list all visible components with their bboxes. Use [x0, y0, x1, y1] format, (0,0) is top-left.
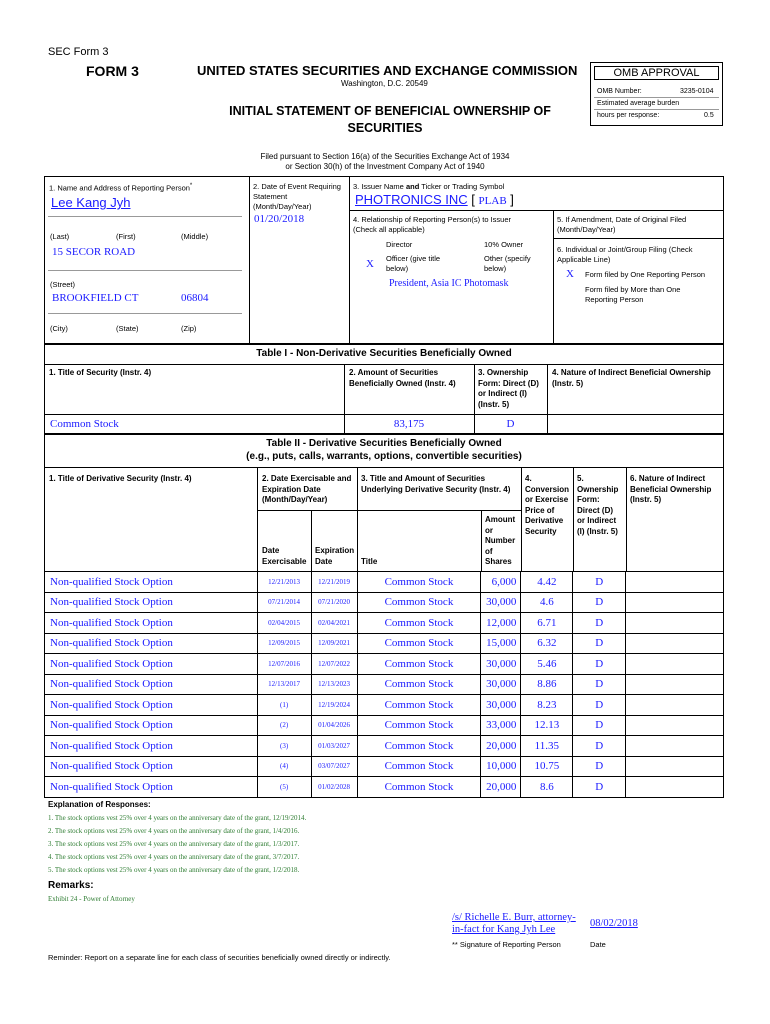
- zip-label: (Zip): [181, 324, 197, 333]
- commission-city: Washington, D.C. 20549: [341, 79, 428, 88]
- table-row: [45, 572, 724, 593]
- explanation-item: 2. The stock options vest 25% over 4 years on the anniversary date of the grant, 1/4/2016.: [48, 827, 300, 835]
- nature-of-ownership: [626, 654, 724, 675]
- commission-title: UNITED STATES SECURITIES AND EXCHANGE COMMISSION: [197, 63, 578, 78]
- exercise-price: 10.75: [521, 756, 573, 777]
- exercise-price: 6.71: [521, 613, 573, 634]
- exercise-price: 6.32: [521, 633, 573, 654]
- omb-title: OMB APPROVAL: [613, 67, 700, 79]
- underlying-shares: 6,000: [481, 572, 521, 593]
- exercise-price: 8.23: [521, 695, 573, 716]
- expiration-date: 01/02/2028: [311, 777, 357, 798]
- table2-sub-expiration: Expiration Date: [315, 546, 355, 566]
- nature-of-ownership: [626, 695, 724, 716]
- derivative-security-title: Non-qualified Stock Option: [45, 654, 258, 675]
- underlying-title: Common Stock: [357, 736, 481, 757]
- exercise-price: 8.86: [521, 674, 573, 695]
- first-label: (First): [116, 232, 136, 241]
- remarks-heading: Remarks:: [48, 880, 94, 891]
- expiration-date: 01/04/2026: [311, 715, 357, 736]
- ownership-form: D: [573, 654, 626, 675]
- table2-title-line2: (e.g., puts, calls, warrants, options, convertible securities): [246, 451, 522, 462]
- table2-col1-header: 1. Title of Derivative Security (Instr. 4): [49, 474, 192, 483]
- city-label: (City): [50, 324, 68, 333]
- table2-col6-header: 6. Nature of Indirect Beneficial Ownership (Instr. 5): [630, 474, 712, 504]
- date-exercisable: 12/09/2015: [257, 633, 311, 654]
- officer-check-mark: X: [366, 258, 374, 270]
- table-row: [45, 674, 724, 695]
- table2-col2-header: 2. Date Exercisable and Expiration Date (Month/Day/Year): [262, 474, 352, 504]
- table2-rows: [44, 571, 724, 798]
- nature-of-ownership: [626, 736, 724, 757]
- underlying-title: Common Stock: [357, 674, 481, 695]
- section6-label: 6. Individual or Joint/Group Filing (Check Applicable Line): [557, 245, 693, 264]
- issuer-name-link[interactable]: PHOTRONICS INC: [355, 192, 468, 207]
- ownership-form: D: [573, 777, 626, 798]
- nature-of-ownership: [626, 572, 724, 593]
- filed-pursuant-line1: Filed pursuant to Section 16(a) of the Securities Exchange Act of 1934: [260, 152, 510, 161]
- reminder-text: Reminder: Report on a separate line for each class of securities beneficially owned directly or indirectly.: [48, 953, 391, 962]
- table2-title-line1: Table II - Derivative Securities Beneficially Owned: [266, 438, 502, 449]
- director-label: Director: [386, 240, 413, 249]
- explanation-item: 1. The stock options vest 25% over 4 years on the anniversary date of the grant, 12/19/2014.: [48, 814, 307, 822]
- expiration-date: 02/04/2021: [311, 613, 357, 634]
- underlying-title: Common Stock: [357, 777, 481, 798]
- date-exercisable: (1): [257, 695, 311, 716]
- omb-hours-value: 0.5: [704, 112, 714, 119]
- table-row: [45, 592, 724, 613]
- date-exercisable: (5): [257, 777, 311, 798]
- one-person-check-mark: X: [566, 268, 574, 280]
- derivative-security-title: Non-qualified Stock Option: [45, 777, 258, 798]
- exercise-price: 12.13: [521, 715, 573, 736]
- signature-date-value: 08/02/2018: [590, 918, 638, 929]
- state-label: (State): [116, 324, 139, 333]
- expiration-date: 03/07/2027: [311, 756, 357, 777]
- underlying-title: Common Stock: [357, 756, 481, 777]
- underlying-title: Common Stock: [357, 715, 481, 736]
- underlying-shares: 30,000: [481, 674, 521, 695]
- street-label: (Street): [50, 280, 76, 289]
- ownership-form: D: [573, 756, 626, 777]
- derivative-security-title: Non-qualified Stock Option: [45, 674, 258, 695]
- section2-label: 2. Date of Event Requiring Statement (Month/Day/Year): [253, 182, 341, 211]
- street-value: 15 SECOR ROAD: [52, 246, 136, 258]
- derivative-security-title: Non-qualified Stock Option: [45, 715, 258, 736]
- ownership-form: D: [573, 736, 626, 757]
- section4-label: 4. Relationship of Reporting Person(s) to Issuer (Check all applicable): [353, 215, 511, 234]
- expiration-date: 12/07/2022: [311, 654, 357, 675]
- exercise-price: 5.46: [521, 654, 573, 675]
- table-row: [45, 613, 724, 634]
- explanation-item: 3. The stock options vest 25% over 4 years on the anniversary date of the grant, 1/3/2017.: [48, 840, 300, 848]
- filed-pursuant-line2: or Section 30(h) of the Investment Company Act of 1940: [285, 162, 485, 171]
- zip-value: 06804: [181, 292, 209, 304]
- nature-of-ownership: [626, 633, 724, 654]
- sec-form-label: SEC Form 3: [48, 46, 109, 58]
- table-row: [45, 756, 724, 777]
- statement-title-line2: SECURITIES: [347, 121, 423, 135]
- signature-value: /s/ Richelle E. Burr, attorney- in-fact for Kang Jyh Lee: [452, 912, 576, 935]
- underlying-title: Common Stock: [357, 572, 481, 593]
- explanation-heading: Explanation of Responses:: [48, 800, 151, 809]
- underlying-shares: 20,000: [481, 777, 521, 798]
- omb-hours-label: hours per response:: [597, 112, 660, 119]
- underlying-title: Common Stock: [357, 592, 481, 613]
- explanation-list: [48, 813, 306, 876]
- table2-sub-title: Title: [361, 557, 378, 566]
- last-label: (Last): [50, 232, 70, 241]
- expiration-date: 12/13/2023: [311, 674, 357, 695]
- expiration-date: 12/21/2019: [311, 572, 357, 593]
- explanation-item: 5. The stock options vest 25% over 4 years on the anniversary date of the grant, 1/2/2018.: [48, 866, 300, 874]
- underlying-shares: 20,000: [481, 736, 521, 757]
- date-exercisable: 02/04/2015: [257, 613, 311, 634]
- table1-form: D: [506, 418, 515, 430]
- derivative-security-title: Non-qualified Stock Option: [45, 633, 258, 654]
- underlying-shares: 15,000: [481, 633, 521, 654]
- table1-security: Common Stock: [50, 418, 119, 430]
- form-title: FORM 3: [86, 63, 139, 79]
- table1-col4-header: 4. Nature of Indirect Beneficial Ownership (Instr. 5): [552, 368, 711, 388]
- city-value: BROOKFIELD CT: [52, 292, 139, 304]
- section3-label: 3. Issuer Name and Ticker or Trading Symbol: [353, 182, 505, 191]
- nature-of-ownership: [626, 592, 724, 613]
- nature-of-ownership: [626, 674, 724, 695]
- exercise-price: 8.6: [521, 777, 573, 798]
- omb-burden-label: Estimated average burden: [597, 100, 680, 107]
- exercise-price: 4.6: [521, 592, 573, 613]
- underlying-shares: 30,000: [481, 695, 521, 716]
- table2-col4-header: 4. Conversion or Exercise Price of Derivative Security: [525, 474, 570, 536]
- remarks-text: Exhibit 24 - Power of Attorney: [48, 895, 135, 903]
- table1-amount: 83,175: [393, 418, 425, 430]
- more-persons-label: Form filed by More than One Reporting Person: [585, 285, 681, 304]
- explanation-item: 4. The stock options vest 25% over 4 years on the anniversary date of the grant, 3/7/2017.: [48, 853, 300, 861]
- section5-label: 5. If Amendment, Date of Original Filed (Month/Day/Year): [557, 215, 687, 234]
- ownership-form: D: [573, 715, 626, 736]
- table1-col1-header: 1. Title of Security (Instr. 4): [49, 368, 152, 377]
- officer-title-value: President, Asia IC Photomask: [389, 278, 509, 289]
- underlying-shares: 30,000: [481, 592, 521, 613]
- date-exercisable: (4): [257, 756, 311, 777]
- statement-title-line1: INITIAL STATEMENT OF BENEFICIAL OWNERSHIP OF: [229, 104, 551, 118]
- date-exercisable: 07/21/2014: [257, 592, 311, 613]
- event-date-value: 01/20/2018: [254, 213, 305, 225]
- derivative-security-title: Non-qualified Stock Option: [45, 572, 258, 593]
- table1-title: Table I - Non-Derivative Securities Beneficially Owned: [256, 348, 512, 359]
- omb-number-label: OMB Number:: [597, 88, 642, 95]
- section1-label: 1. Name and Address of Reporting Person*: [49, 183, 193, 193]
- other-label: Other (specify below): [484, 254, 531, 273]
- table2-col3-header: 3. Title and Amount of Securities Underlying Derivative Security (Instr. 4): [361, 474, 511, 494]
- ownership-form: D: [573, 674, 626, 695]
- date-exercisable: (3): [257, 736, 311, 757]
- reporting-person-name[interactable]: Lee Kang Jyh: [51, 195, 131, 210]
- nature-of-ownership: [626, 777, 724, 798]
- exercise-price: 11.35: [521, 736, 573, 757]
- underlying-title: Common Stock: [357, 695, 481, 716]
- underlying-shares: 12,000: [481, 613, 521, 634]
- nature-of-ownership: [626, 613, 724, 634]
- ownership-form: D: [573, 613, 626, 634]
- underlying-shares: 10,000: [481, 756, 521, 777]
- exercise-price: 4.42: [521, 572, 573, 593]
- issuer-name-ticker: PHOTRONICS INC [ PLAB ]: [355, 192, 514, 207]
- table-row: [45, 633, 724, 654]
- table1-col2-header: 2. Amount of Securities Beneficially Owned (Instr. 4): [349, 368, 456, 388]
- omb-number-value: 3235-0104: [680, 88, 714, 95]
- underlying-title: Common Stock: [357, 633, 481, 654]
- table2-sub-amount: Amount or Number of Shares: [485, 515, 516, 566]
- expiration-date: 12/09/2021: [311, 633, 357, 654]
- derivative-security-title: Non-qualified Stock Option: [45, 592, 258, 613]
- underlying-shares: 30,000: [481, 654, 521, 675]
- underlying-shares: 33,000: [481, 715, 521, 736]
- ownership-form: D: [573, 633, 626, 654]
- derivative-security-title: Non-qualified Stock Option: [45, 613, 258, 634]
- ticker-symbol: PLAB: [478, 195, 507, 207]
- table-row: [45, 654, 724, 675]
- date-exercisable: 12/07/2016: [257, 654, 311, 675]
- expiration-date: 12/19/2024: [311, 695, 357, 716]
- ownership-form: D: [573, 592, 626, 613]
- date-exercisable: (2): [257, 715, 311, 736]
- underlying-title: Common Stock: [357, 613, 481, 634]
- table2-sub-date-exercisable: Date Exercisable: [262, 546, 307, 566]
- signature-label: ** Signature of Reporting Person: [452, 940, 561, 949]
- table-row: [45, 715, 724, 736]
- table-row: [45, 777, 724, 798]
- date-exercisable: 12/21/2013: [257, 572, 311, 593]
- middle-label: (Middle): [181, 232, 209, 241]
- ownership-form: D: [573, 572, 626, 593]
- table-row: [45, 736, 724, 757]
- table1-col3-header: 3. Ownership Form: Direct (D) or Indirect (I) (Instr. 5): [478, 368, 539, 409]
- expiration-date: 07/21/2020: [311, 592, 357, 613]
- ownership-form: D: [573, 695, 626, 716]
- underlying-title: Common Stock: [357, 654, 481, 675]
- derivative-security-title: Non-qualified Stock Option: [45, 756, 258, 777]
- date-exercisable: 12/13/2017: [257, 674, 311, 695]
- nature-of-ownership: [626, 756, 724, 777]
- nature-of-ownership: [626, 715, 724, 736]
- derivative-security-title: Non-qualified Stock Option: [45, 695, 258, 716]
- owner-label: 10% Owner: [484, 240, 524, 249]
- one-person-label: Form filed by One Reporting Person: [585, 270, 706, 279]
- table2-col5-header: 5. Ownership Form: Direct (D) or Indirect (I) (Instr. 5): [577, 474, 619, 536]
- expiration-date: 01/03/2027: [311, 736, 357, 757]
- table-row: [45, 695, 724, 716]
- officer-label: Officer (give title below): [386, 254, 441, 273]
- date-label: Date: [590, 940, 606, 949]
- derivative-security-title: Non-qualified Stock Option: [45, 736, 258, 757]
